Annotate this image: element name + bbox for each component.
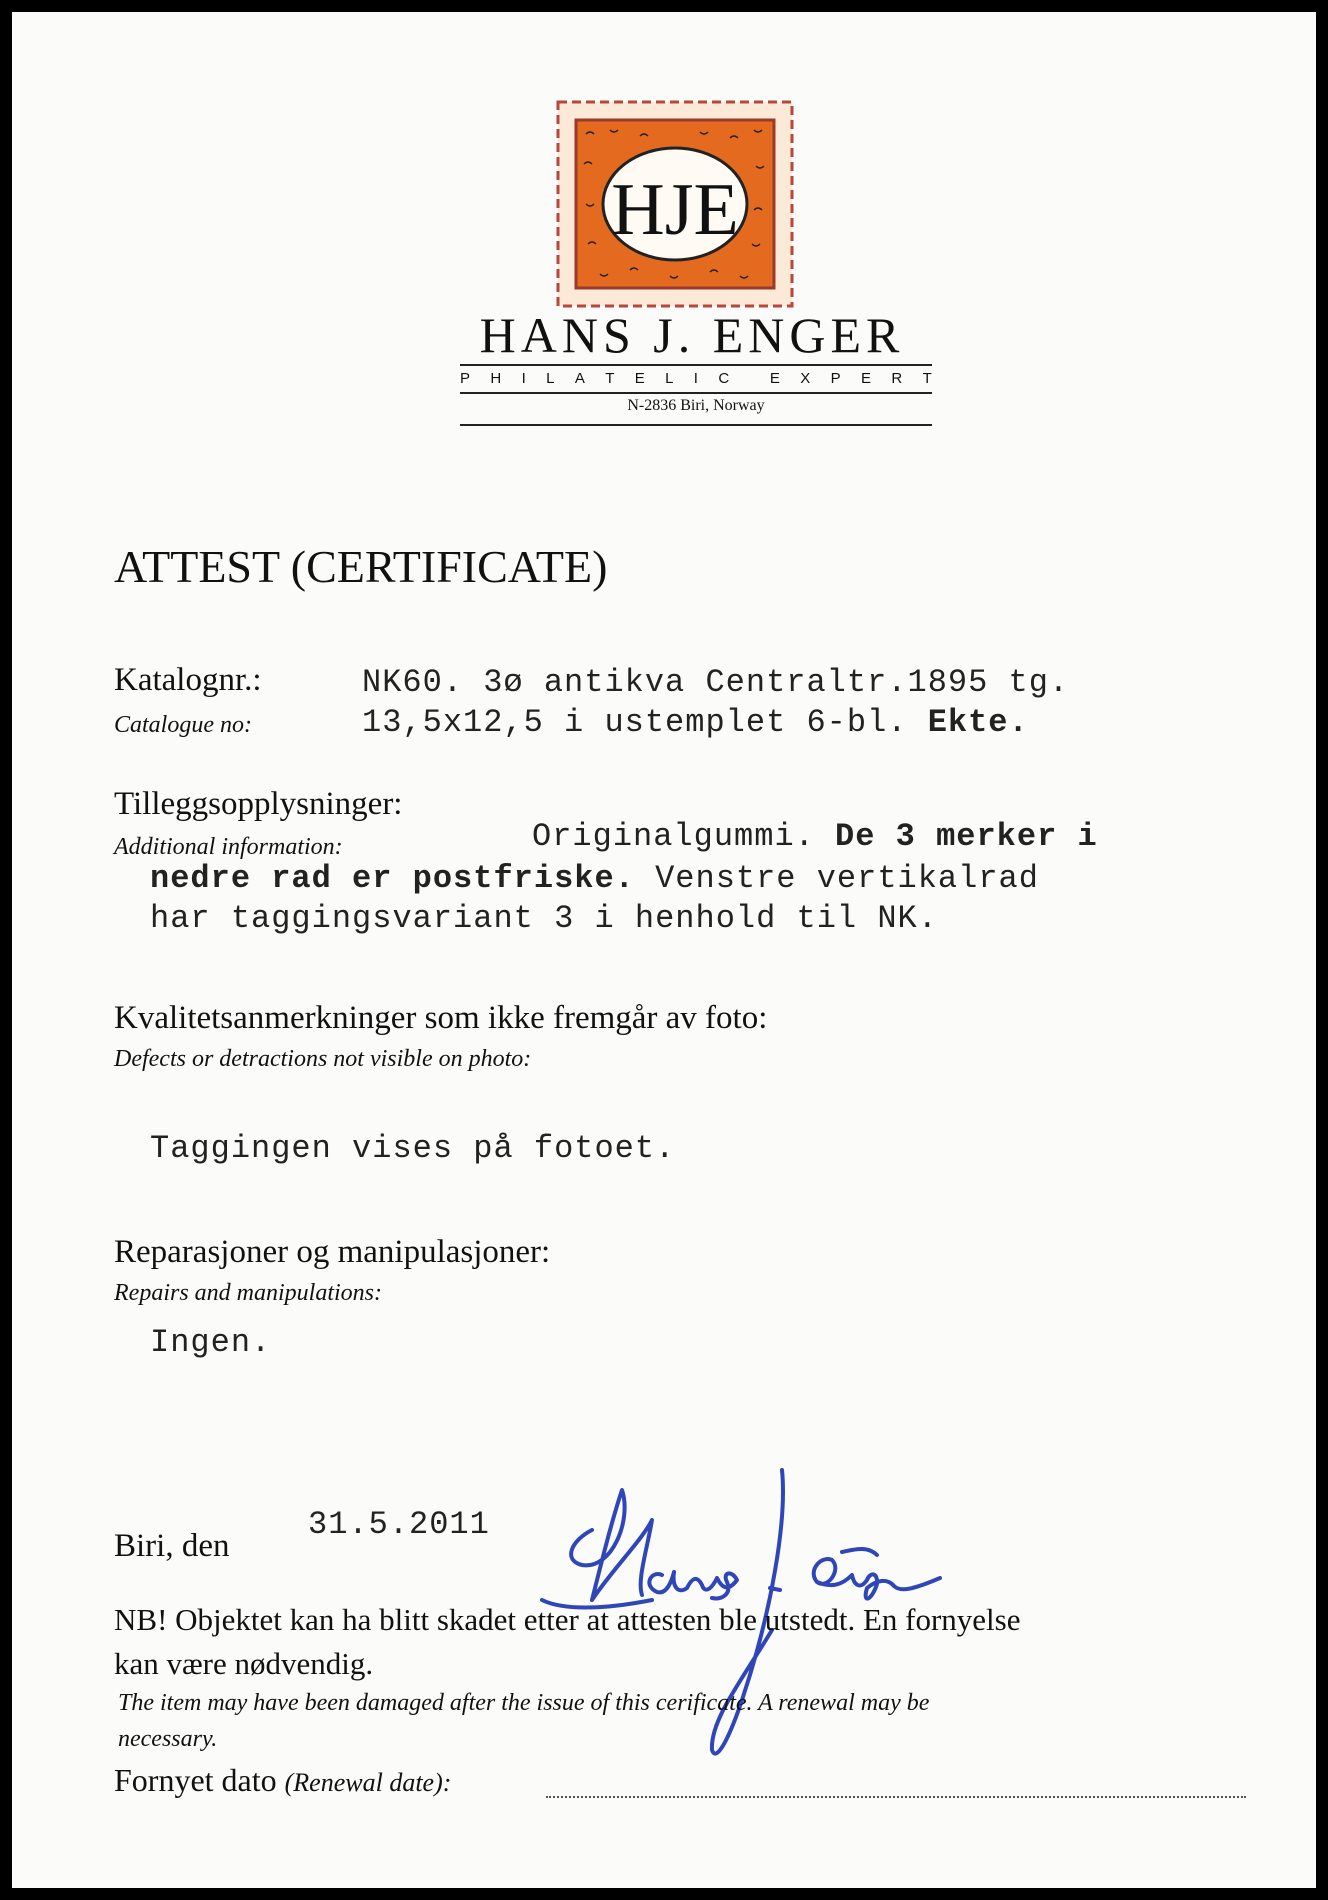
tagline-letter: E: [769, 370, 780, 387]
additional-sublabel: Additional information:: [114, 834, 343, 860]
repairs-label: Reparasjoner og manipulasjoner:: [114, 1234, 551, 1270]
additional-line-1-text: Originalgummi.: [532, 818, 836, 855]
letterhead-rule-top: [460, 364, 932, 366]
hje-stamp-logo: [550, 94, 800, 314]
genuine-verdict: Ekte.: [927, 704, 1029, 741]
notice-line-2: kan være nødvendig.: [114, 1646, 374, 1681]
tagline-letter: A: [574, 370, 585, 387]
notice-en-line-2: necessary.: [118, 1726, 218, 1752]
tagline-letter: C: [718, 370, 730, 387]
catalogue-line-1: NK60. 3ø antikva Centraltr.1895 tg.: [362, 664, 1070, 701]
tagline-letter: L: [546, 370, 555, 387]
letterhead-rule-mid: [460, 392, 932, 394]
company-address: N-2836 Biri, Norway: [627, 397, 765, 414]
additional-line-2-text: Venstre vertikalrad: [634, 860, 1039, 897]
tagline-letter: H: [490, 370, 502, 387]
company-name: HANS J. ENGER: [479, 307, 905, 363]
notice-line-1: NB! Objektet kan ha blitt skadet etter at attesten ble utstedt. En fornyelse: [114, 1602, 1021, 1637]
additional-line-1-bold: De 3 merker i: [835, 818, 1098, 855]
certificate-page: [12, 12, 1316, 1888]
tagline-letter: T: [605, 370, 615, 387]
tagline-letter: P: [460, 370, 471, 387]
repairs-value: Ingen.: [150, 1324, 272, 1361]
additional-line-2-bold: nedre rad er postfriske.: [150, 860, 635, 897]
defects-value: Taggingen vises på fotoet.: [150, 1130, 676, 1167]
renewal-label: Fornyet dato: [114, 1762, 277, 1798]
notice-en-line-1: The item may have been damaged after the issue of this cerificate. A renewal may be: [118, 1690, 930, 1716]
tagline-letter: E: [861, 370, 872, 387]
company-tagline: [460, 370, 932, 387]
tagline-letter: I: [521, 370, 526, 387]
additional-line-1: [532, 818, 1098, 855]
catalogue-label: Katalognr.:: [114, 662, 262, 698]
tagline-letter: R: [891, 370, 903, 387]
signature-text: Hans J. Enger: [532, 1460, 538, 1461]
defects-sublabel: Defects or detractions not visible on photo:: [114, 1046, 532, 1072]
tagline-letter: X: [800, 370, 811, 387]
certificate-title: ATTEST (CERTIFICATE): [114, 541, 608, 592]
renewal-sublabel: (Renewal date):: [284, 1768, 452, 1797]
tagline-letter: I: [693, 370, 698, 387]
additional-line-3: har taggingsvariant 3 i henhold til NK.: [150, 900, 938, 937]
additional-line-2: [150, 860, 1039, 897]
catalogue-sublabel: Catalogue no:: [114, 712, 252, 738]
additional-label: Tilleggsopplysninger:: [114, 786, 403, 822]
renewal-date-field: [546, 1796, 1246, 1798]
place-label: Biri, den: [114, 1528, 230, 1564]
issue-date: 31.5.2011: [308, 1506, 490, 1543]
tagline-letter: L: [665, 370, 674, 387]
tagline-letter: P: [830, 370, 841, 387]
renewal-line: [114, 1762, 451, 1799]
catalogue-line-2-text: 13,5x12,5 i ustemplet 6-bl.: [362, 704, 928, 741]
letterhead-rule-bottom: [460, 424, 932, 426]
tagline-letter: T: [922, 370, 932, 387]
repairs-sublabel: Repairs and manipulations:: [114, 1280, 382, 1306]
tagline-letter: E: [634, 370, 645, 387]
defects-label: Kvalitetsanmerkninger som ikke fremgår av foto:: [114, 1000, 768, 1036]
catalogue-line-2: [362, 704, 1029, 741]
logo-text: HJE: [611, 169, 739, 251]
